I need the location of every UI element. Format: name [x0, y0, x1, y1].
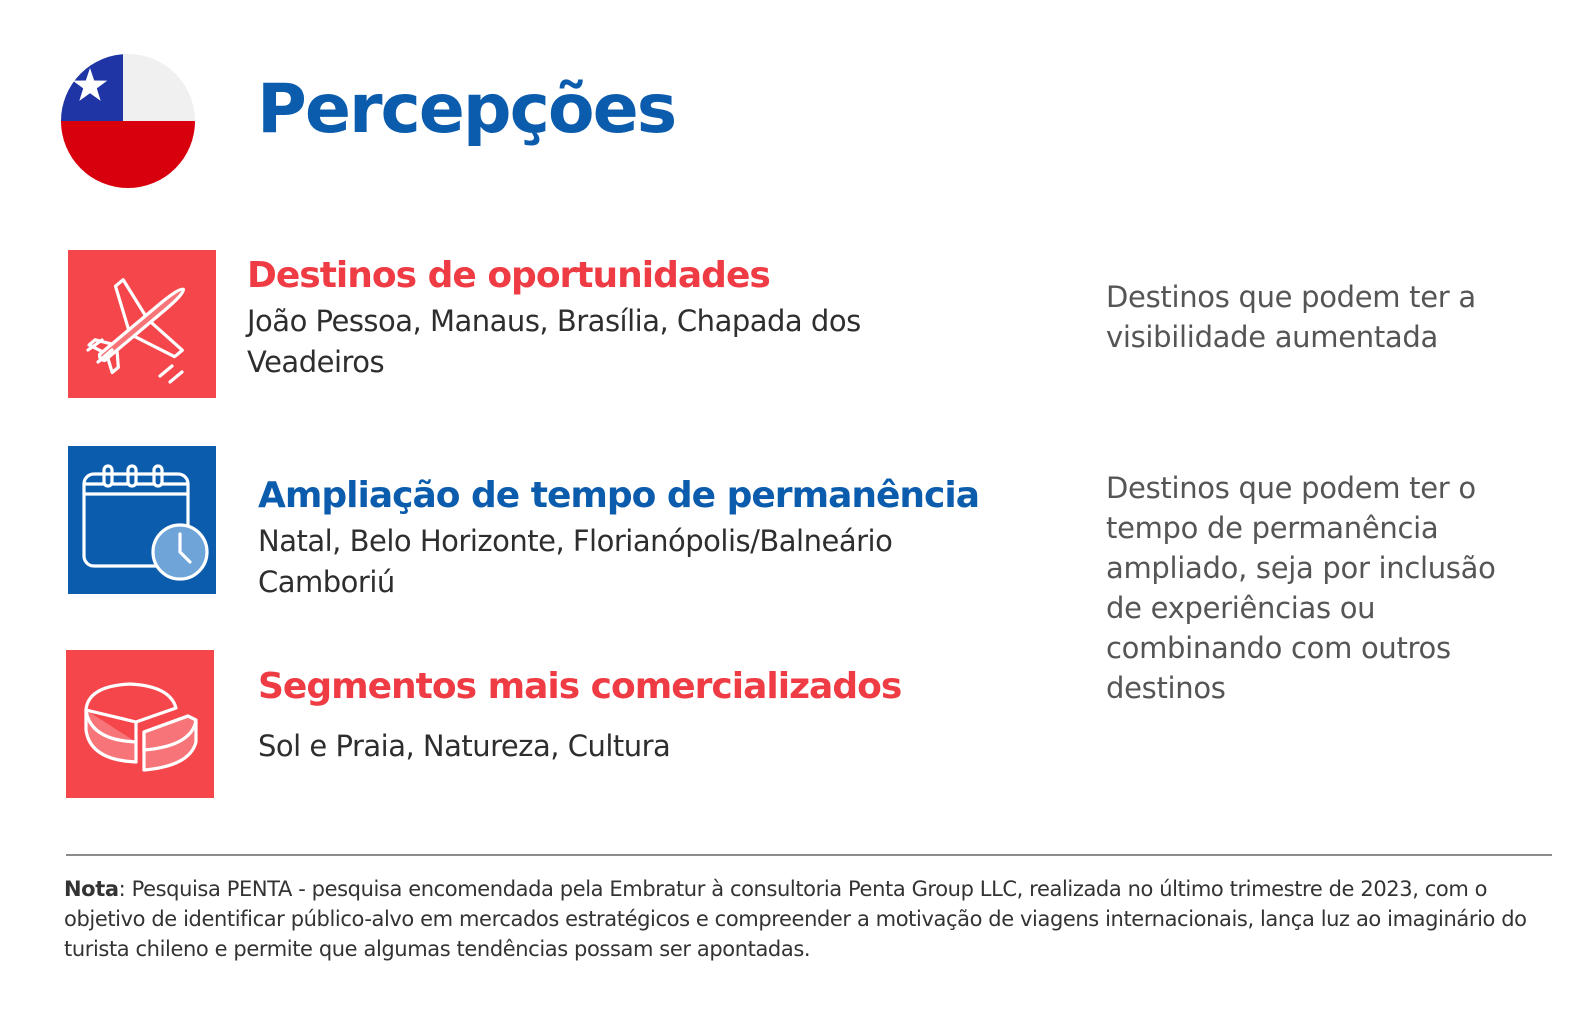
airplane-icon [68, 250, 216, 398]
section-title-segmentos: Segmentos mais comercializados [258, 666, 902, 707]
section-title-destinos: Destinos de oportunidades [247, 255, 770, 296]
section-body-segmentos: Sol e Praia, Natureza, Cultura [258, 729, 671, 764]
description-permanencia: Destinos que podem ter o tempo de permanência ampliado, seja por inclusão de experiências ou combinando com outros destinos [1106, 471, 1496, 705]
description-visibilidade: Destinos que podem ter a visibilidade aumentada [1106, 280, 1476, 354]
section-body-ampliacao: Natal, Belo Horizonte, Florianópolis/Balneário Camboriú [258, 524, 893, 600]
chile-flag-icon [61, 54, 195, 188]
footnote-label: Nota [64, 877, 119, 901]
calendar-clock-icon [68, 446, 216, 594]
pie-chart-icon [66, 650, 214, 798]
footnote-text: : Pesquisa PENTA - pesquisa encomendada pela Embratur à consultoria Penta Group LLC, realizada no último trimestre de 2023, com o objetivo de identificar público-alvo em mercados estratégicos e compreender a motivação de viagens internacionais, lança luz ao imaginário do turista chileno e permite que algumas tendências possam ser apontadas. [64, 877, 1527, 961]
section-title-ampliacao: Ampliação de tempo de permanência [258, 475, 980, 516]
footnote [64, 874, 1554, 964]
divider [66, 854, 1552, 856]
page-title: Percepções [257, 70, 676, 149]
section-body-destinos: João Pessoa, Manaus, Brasília, Chapada dos Veadeiros [247, 304, 861, 380]
